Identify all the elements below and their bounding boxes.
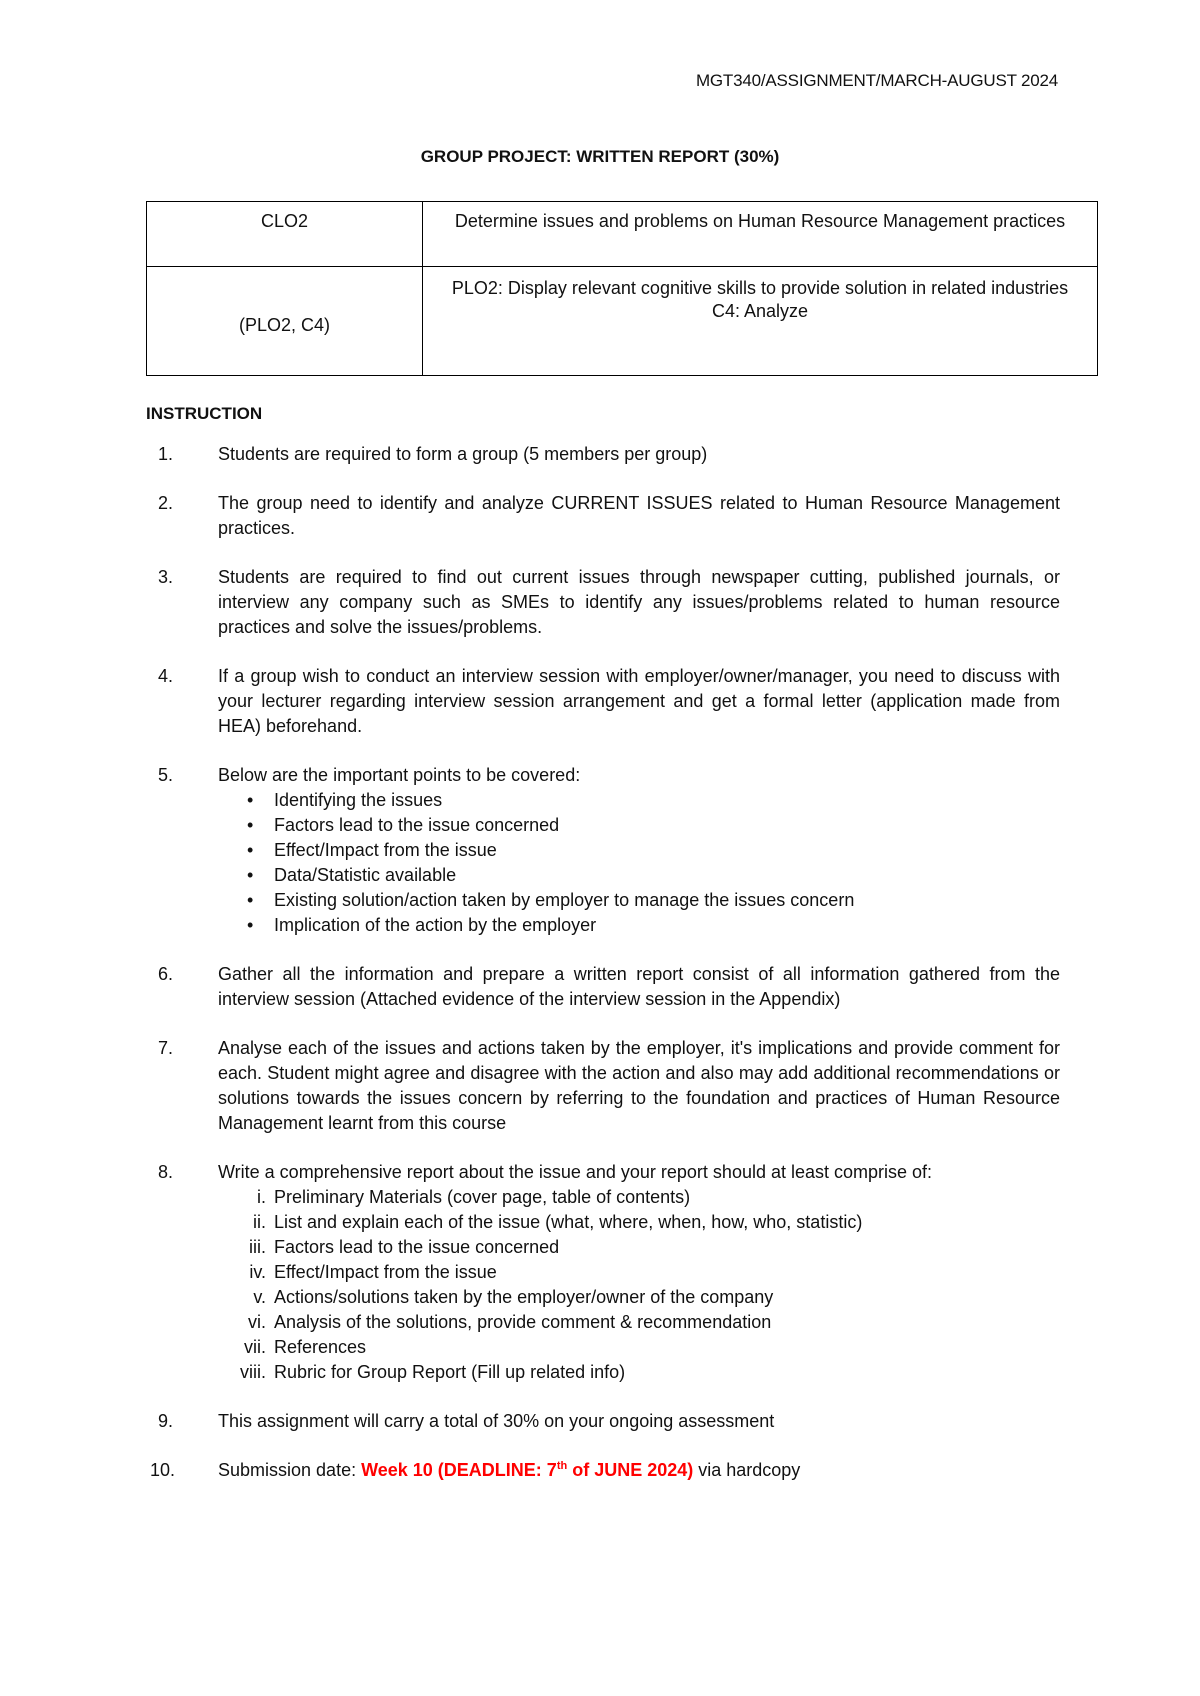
bullet-icon: • bbox=[247, 915, 254, 935]
deadline-week: Week 10 (DEADLINE: 7 bbox=[361, 1460, 557, 1480]
item-text: Analyse each of the issues and actions taken by the employer, it's implications and provide comment for each. Student might agree and disagree with the action and also may add additional recommendations or solutions towards the issues concern by referring to the foundation and practices of Human Resource Management learnt from this course bbox=[218, 1038, 1060, 1133]
list-item-text: Effect/Impact from the issue bbox=[274, 1262, 497, 1282]
item-text: Gather all the information and prepare a written report consist of all information gathered from the interview session (Attached evidence of the interview session in the Appendix) bbox=[218, 964, 1060, 1009]
bullet-icon: • bbox=[247, 840, 254, 860]
item-number: 9. bbox=[158, 1411, 174, 1431]
instruction-item bbox=[146, 1458, 1060, 1483]
item-number: 10. bbox=[150, 1460, 176, 1480]
list-item bbox=[218, 1185, 1060, 1210]
item-number: 8. bbox=[158, 1162, 174, 1182]
list-item-text: List and explain each of the issue (what, where, when, how, who, statistic) bbox=[274, 1212, 863, 1232]
clo-row bbox=[147, 202, 1098, 267]
instruction-item bbox=[146, 664, 1060, 739]
submission-label: Submission date: bbox=[218, 1460, 362, 1480]
item-number: 6. bbox=[158, 964, 174, 984]
list-item-text: Existing solution/action taken by employer to manage the issues concern bbox=[274, 890, 855, 910]
page-title: GROUP PROJECT: WRITTEN REPORT (30%) bbox=[420, 147, 780, 166]
roman-numeral: vi. bbox=[248, 1312, 266, 1332]
instruction-item bbox=[146, 962, 1060, 1012]
document-reference: MGT340/ASSIGNMENT/MARCH-AUGUST 2024 bbox=[695, 71, 1058, 90]
item-text: Students are required to form a group (5 members per group) bbox=[218, 444, 708, 464]
item-text: The group need to identify and analyze CURRENT ISSUES related to Human Resource Management practices. bbox=[218, 493, 1060, 538]
item-text: If a group wish to conduct an interview session with employer/owner/manager, you need to discuss with your lecturer regarding interview session arrangement and get a formal letter (application made from HEA) beforehand. bbox=[218, 666, 1060, 736]
list-item bbox=[218, 888, 1060, 913]
deadline-date: of JUNE 2024) bbox=[567, 1460, 694, 1480]
clo-description-cell: Determine issues and problems on Human Resource Management practices bbox=[423, 202, 1098, 267]
list-item bbox=[218, 913, 1060, 938]
plo-description: PLO2: Display relevant cognitive skills to provide solution in related industries bbox=[451, 278, 1069, 298]
list-item-text: Analysis of the solutions, provide comment & recommendation bbox=[274, 1312, 772, 1332]
list-item-text: References bbox=[274, 1337, 367, 1357]
roman-numeral: vii. bbox=[244, 1337, 266, 1357]
instruction-item bbox=[146, 1409, 1060, 1434]
list-item-text: Factors lead to the issue concerned bbox=[274, 1237, 560, 1257]
item-number: 3. bbox=[158, 567, 174, 587]
list-item bbox=[218, 1310, 1060, 1335]
list-item bbox=[218, 1285, 1060, 1310]
instruction-list bbox=[146, 442, 1060, 1507]
roman-numeral: viii. bbox=[240, 1362, 266, 1382]
roman-numeral: iii. bbox=[249, 1237, 266, 1257]
plo-code-cell: (PLO2, C4) bbox=[147, 267, 423, 376]
list-item bbox=[218, 1210, 1060, 1235]
submission-date-text bbox=[218, 1458, 1060, 1483]
instruction-item bbox=[146, 1036, 1060, 1136]
bullet-icon: • bbox=[247, 890, 254, 910]
clo-table bbox=[146, 201, 1098, 376]
item-number: 7. bbox=[158, 1038, 174, 1058]
instruction-heading: INSTRUCTION bbox=[146, 404, 263, 423]
bullet-icon: • bbox=[247, 815, 254, 835]
c4-description: C4: Analyze bbox=[711, 301, 809, 321]
deadline-text bbox=[361, 1460, 693, 1480]
bullet-icon: • bbox=[247, 865, 254, 885]
instruction-item bbox=[146, 442, 1060, 467]
item-number: 5. bbox=[158, 765, 174, 785]
plo-row bbox=[147, 267, 1098, 376]
list-item bbox=[218, 1235, 1060, 1260]
roman-numeral: i. bbox=[257, 1187, 266, 1207]
list-item-text: Effect/Impact from the issue bbox=[274, 840, 497, 860]
list-item-text: Rubric for Group Report (Fill up related info) bbox=[274, 1362, 626, 1382]
submission-method: via hardcopy bbox=[693, 1460, 801, 1480]
roman-numeral: v. bbox=[253, 1287, 266, 1307]
list-item bbox=[218, 1260, 1060, 1285]
list-item-text: Factors lead to the issue concerned bbox=[274, 815, 560, 835]
report-contents-list bbox=[218, 1185, 1060, 1385]
item-text: Students are required to find out current issues through newspaper cutting, published journals, or interview any company such as SMEs to identify any issues/problems related to human resource practices and solve the issues/problems. bbox=[218, 567, 1060, 637]
list-item bbox=[218, 838, 1060, 863]
instruction-item bbox=[146, 565, 1060, 640]
item-text: Below are the important points to be covered: bbox=[218, 765, 581, 785]
instruction-item bbox=[146, 1160, 1060, 1385]
list-item bbox=[218, 788, 1060, 813]
deadline-ordinal: th bbox=[556, 1460, 568, 1472]
plo-description-cell bbox=[423, 267, 1098, 376]
list-item bbox=[218, 1335, 1060, 1360]
list-item bbox=[218, 863, 1060, 888]
covered-points-list bbox=[218, 788, 1060, 938]
roman-numeral: ii. bbox=[253, 1212, 266, 1232]
item-number: 2. bbox=[158, 493, 174, 513]
list-item-text: Actions/solutions taken by the employer/owner of the company bbox=[274, 1287, 774, 1307]
item-text: This assignment will carry a total of 30% on your ongoing assessment bbox=[218, 1411, 775, 1431]
item-number: 1. bbox=[158, 444, 174, 464]
list-item bbox=[218, 1360, 1060, 1385]
clo-code-cell: CLO2 bbox=[147, 202, 423, 267]
instruction-item bbox=[146, 491, 1060, 541]
list-item-text: Implication of the action by the employer bbox=[274, 915, 597, 935]
list-item bbox=[218, 813, 1060, 838]
list-item-text: Preliminary Materials (cover page, table of contents) bbox=[274, 1187, 691, 1207]
item-text: Write a comprehensive report about the issue and your report should at least comprise of: bbox=[218, 1162, 933, 1182]
item-number: 4. bbox=[158, 666, 174, 686]
list-item-text: Identifying the issues bbox=[274, 790, 443, 810]
roman-numeral: iv. bbox=[249, 1262, 266, 1282]
list-item-text: Data/Statistic available bbox=[274, 865, 457, 885]
bullet-icon: • bbox=[247, 790, 254, 810]
instruction-item bbox=[146, 763, 1060, 938]
